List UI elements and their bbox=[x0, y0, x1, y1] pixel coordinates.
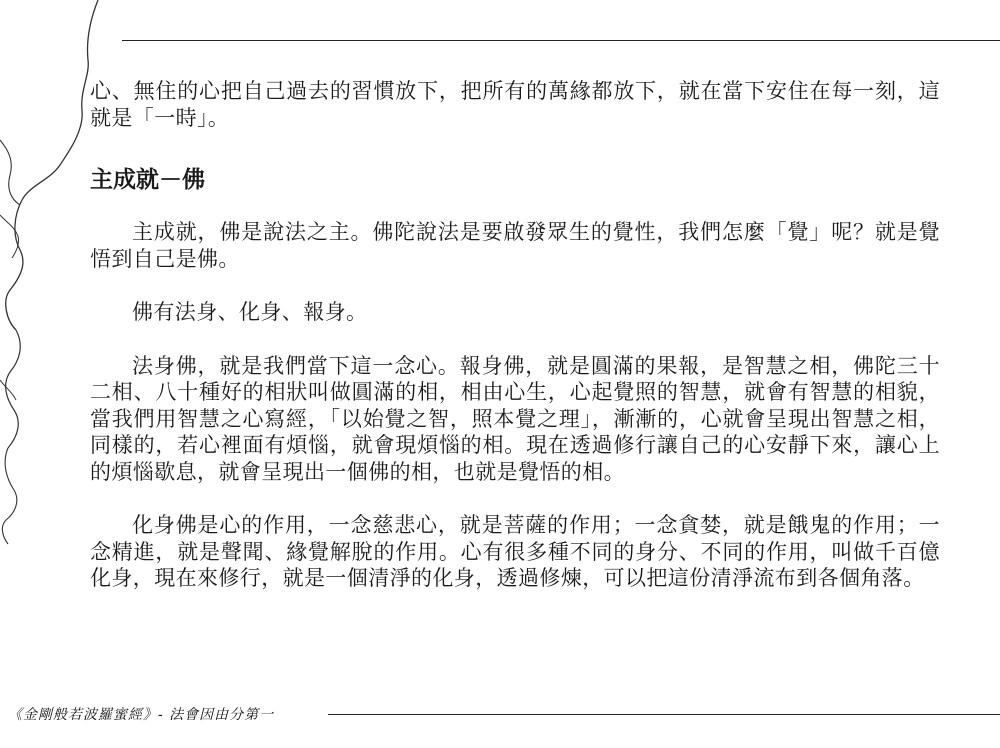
footer-rule bbox=[328, 714, 1000, 715]
paragraph-1: 主成就，佛是說法之主。佛陀說法是要啟發眾生的覺性，我們怎麼「覺」呢？就是覺悟到自己是佛。 bbox=[90, 220, 940, 271]
paragraph-2: 佛有法身、化身、報身。 bbox=[132, 300, 368, 324]
paragraph-4: 化身佛是心的作用，一念慈悲心，就是菩薩的作用；一念貪婪，就是餓鬼的作用；一念精進，就是聲聞、緣覺解脫的作用。心有很多種不同的身分、不同的作用，叫做千百億化身，現在來修行，就是一個清淨的化身，透過修煉，可以把這份清淨流布到各個角落。 bbox=[90, 513, 940, 590]
main-content bbox=[90, 78, 940, 592]
intro-paragraph: 心、無住的心把自己過去的習慣放下，把所有的萬緣都放下，就在當下安住在每一刻，這就是「一時」。 bbox=[90, 79, 940, 130]
paragraph-3: 法身佛，就是我們當下這一念心。報身佛，就是圓滿的果報，是智慧之相，佛陀三十二相、八十種好的相狀叫做圓滿的相，相由心生，心起覺照的智慧，就會有智慧的相貌，當我們用智慧之心寫經，「以始覺之智，照本覺之理」，漸漸的，心就會呈現出智慧之相，同樣的，若心裡面有煩惱，就會現煩惱的相。現在透過修行讓自己的心安靜下來，讓心上的煩惱歇息，就會呈現出一個佛的相，也就是覺悟的相。 bbox=[90, 353, 940, 484]
header-rule bbox=[122, 40, 1000, 41]
section-heading: 主成就－佛 bbox=[90, 167, 205, 193]
footer-title: 《金剛般若波羅蜜經》- 法會因由分第一 bbox=[8, 707, 275, 723]
